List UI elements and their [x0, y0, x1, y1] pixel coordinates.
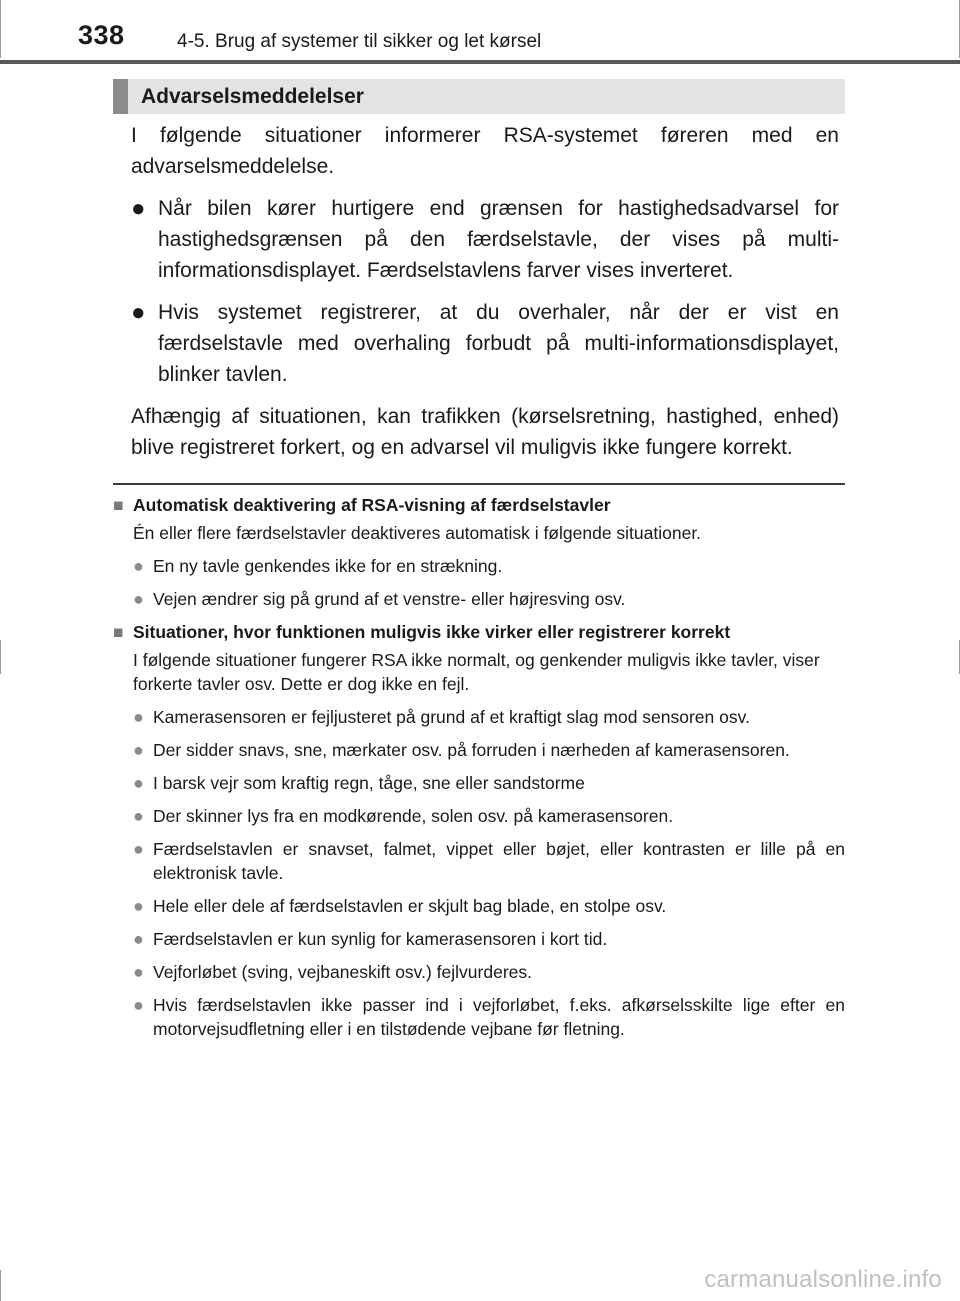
- bullet-dot: ●: [133, 589, 144, 609]
- note-item: [133, 894, 845, 918]
- note-heading: [113, 493, 845, 517]
- crop-mark: [0, 1270, 1, 1301]
- note-item-text: Hvis færdselstavlen ikke passer ind i vejforløbet, f.eks. afkørselsskilte lige efter en motorvejsudfletning eller i en tilstødende vejbane før fletning.: [153, 995, 845, 1039]
- note-item: [133, 587, 845, 611]
- note-intro: I følgende situationer fungerer RSA ikke normalt, og genkender muligvis ikke tavler, viser forkerte tavler osv. Dette er dog ikke en fejl.: [133, 650, 820, 694]
- bullet-dot: ●: [133, 707, 144, 727]
- note-item-text: Vejen ændrer sig på grund af et venstre- eller højresving osv.: [153, 589, 626, 609]
- note-item: [133, 738, 845, 762]
- header-rule: [0, 60, 960, 64]
- chapter-title: 4-5. Brug af systemer til sikker og let kørsel: [177, 31, 542, 52]
- section-intro: I følgende situationer informerer RSA-systemet føreren med en advarselsmeddelelse.: [131, 124, 839, 178]
- section-title-bar: [113, 79, 845, 114]
- section-bullet: [131, 297, 839, 390]
- note-item-text: Færdselstavlen er kun synlig for kamerasensoren i kort tid.: [153, 929, 608, 949]
- bullet-dot: ●: [133, 773, 144, 793]
- note-heading-text: Automatisk deaktivering af RSA-visning af færdselstavler: [133, 495, 611, 515]
- note-item: [133, 705, 845, 729]
- bullet-dot: ●: [133, 995, 144, 1015]
- note-item-text: Der sidder snavs, sne, mærkater osv. på forruden i nærheden af kamerasensoren.: [153, 740, 790, 760]
- note-item-text: I barsk vejr som kraftig regn, tåge, sne eller sandstorme: [153, 773, 585, 793]
- note-item-text: Hele eller dele af færdselstavlen er skjult bag blade, en stolpe osv.: [153, 896, 667, 916]
- note-item: [133, 804, 845, 828]
- bullet-text: Når bilen kører hurtigere end grænsen for hastighedsadvarsel for hastighedsgrænsen på den færdselstavle, der vises på multi-informationsdisplayet. Færdselstavlens farver vises inverteret.: [158, 197, 839, 282]
- note-item: [133, 771, 845, 795]
- note-heading-text: Situationer, hvor funktionen muligvis ikke virker eller registrerer korrekt: [133, 622, 731, 642]
- section-outro: Afhængig af situationen, kan trafikken (kørselsretning, hastighed, enhed) blive registreret forkert, og en advarsel vil muligvis ikke fungere korrekt.: [131, 405, 839, 459]
- square-bullet-icon: ■: [113, 495, 124, 515]
- bullet-dot: ●: [133, 839, 144, 859]
- section-body: [131, 120, 839, 474]
- notes-area: [113, 493, 845, 1050]
- note-heading: [113, 620, 845, 644]
- bullet-text: Hvis systemet registrerer, at du overhaler, når der er vist en færdselstavle med overhaling forbudt på multi-informationsdisplayet, blinker tavlen.: [158, 301, 839, 386]
- section-bullet: [131, 193, 839, 286]
- bullet-dot: ●: [133, 740, 144, 760]
- note-item: [133, 837, 845, 885]
- bullet-dot: ●: [133, 962, 144, 982]
- bullet-dot: ●: [131, 299, 146, 326]
- note-item-text: En ny tavle genkendes ikke for en strækning.: [153, 556, 503, 576]
- crop-mark: [0, 0, 1, 58]
- page-number: 338: [78, 20, 125, 50]
- note-item: [133, 927, 845, 951]
- square-bullet-icon: ■: [113, 622, 124, 642]
- note-intro: Én eller flere færdselstavler deaktiveres automatisk i følgende situationer.: [133, 523, 702, 543]
- note-item: [133, 960, 845, 984]
- note-item: [133, 554, 845, 578]
- note-item-text: Der skinner lys fra en modkørende, solen osv. på kamerasensoren.: [153, 806, 674, 826]
- section-title: Advarselsmeddelelser: [141, 84, 364, 108]
- section-divider: [113, 483, 845, 485]
- footer-watermark[interactable]: carmanualsonline.info: [704, 1266, 942, 1293]
- note-item-text: Vejforløbet (sving, vejbaneskift osv.) fejlvurderes.: [153, 962, 533, 982]
- section-title-accent: [113, 79, 128, 114]
- bullet-dot: ●: [133, 806, 144, 826]
- note-item: [133, 993, 845, 1041]
- note-item-text: Kamerasensoren er fejljusteret på grund af et kraftigt slag mod sensoren osv.: [153, 707, 750, 727]
- bullet-dot: ●: [133, 896, 144, 916]
- crop-mark: [0, 640, 1, 674]
- bullet-dot: ●: [133, 556, 144, 576]
- bullet-dot: ●: [131, 195, 146, 222]
- note-item-text: Færdselstavlen er snavset, falmet, vippet eller bøjet, eller kontrasten er lille på en elektronisk tavle.: [153, 839, 845, 883]
- bullet-dot: ●: [133, 929, 144, 949]
